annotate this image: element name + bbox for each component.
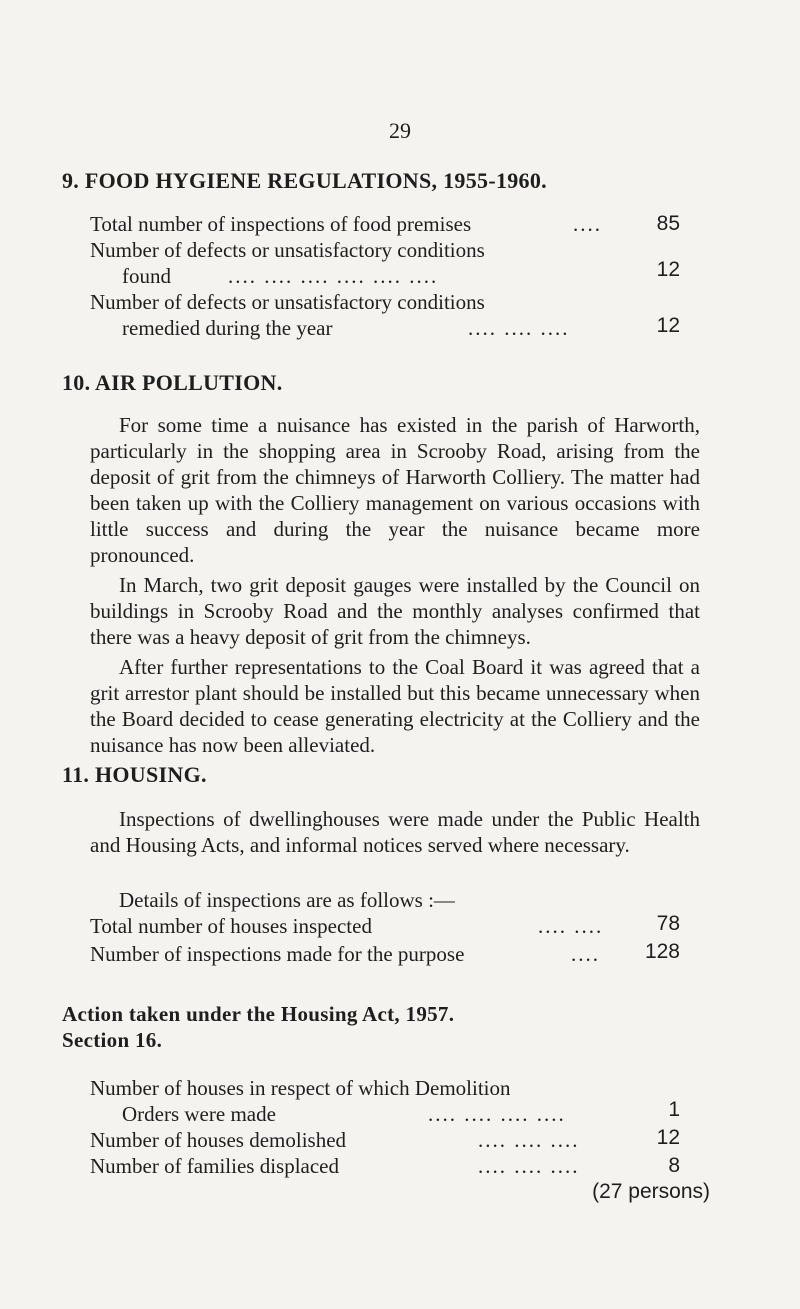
defects-remedied-label-2: remedied during the year [122, 316, 333, 340]
demolition-orders-dots: .... .... .... .... [428, 1102, 566, 1126]
inspections-purpose-value: 128 [644, 940, 680, 963]
defects-remedied-value: 12 [656, 314, 680, 337]
page-number: 29 [389, 118, 411, 143]
houses-inspected-label: Total number of houses inspected [90, 914, 372, 938]
families-displaced-label: Number of families displaced [90, 1154, 340, 1178]
food-inspections-label: Total number of inspections of food premises [90, 212, 472, 236]
air-pollution-paragraph-3: After further representations to the Coal Board it was agreed that a grit arrestor plant should be installed but this became unnecessary when the Board decided to cease generating electricity at the Colliery and the nuisance has now been alleviated. [90, 655, 700, 757]
air-pollution-paragraph-1: For some time a nuisance has existed in the parish of Harworth, particularly in the shopping area in Scrooby Road, arising from the deposit of grit from the chimneys of Harworth Colliery. The matter had been taken up with the Colliery management on various occasions with little success and during the year the nuisance became more pronounced. [90, 413, 700, 567]
section-10-heading: 10. AIR POLLUTION. [62, 370, 283, 395]
section-9-heading: 9. FOOD HYGIENE REGULATIONS, 1955-1960. [62, 168, 547, 193]
houses-demolished-dots: .... .... .... [478, 1128, 580, 1152]
action-section-heading: Section 16. [62, 1028, 163, 1052]
housing-paragraph: Inspections of dwellinghouses were made under the Public Health and Housing Acts, and informal notices served where necessary. [90, 807, 700, 857]
families-displaced-value: 8 [668, 1154, 680, 1177]
houses-inspected-value: 78 [656, 912, 680, 935]
demolition-orders-label-2: Orders were made [122, 1102, 276, 1126]
defects-found-dots: .... .... .... .... .... .... [228, 264, 439, 288]
details-intro: Details of inspections are as follows :— [119, 888, 455, 912]
food-inspections-dots: .... [573, 212, 602, 236]
demolition-orders-value: 1 [668, 1098, 680, 1121]
persons-note: (27 persons) [592, 1180, 710, 1203]
inspections-purpose-dots: .... [571, 942, 600, 966]
houses-demolished-label: Number of houses demolished [90, 1128, 347, 1152]
demolition-orders-label-1: Number of houses in respect of which Demolition [90, 1076, 511, 1100]
section-11-heading: 11. HOUSING. [62, 762, 207, 787]
defects-remedied-dots: .... .... .... [468, 316, 570, 340]
air-pollution-paragraph-2: In March, two grit deposit gauges were installed by the Council on buildings in Scrooby Road and the monthly analyses confirmed that there was a heavy deposit of grit from the chimneys. [90, 573, 700, 649]
families-displaced-dots: .... .... .... [478, 1154, 580, 1178]
action-heading: Action taken under the Housing Act, 1957. [62, 1002, 455, 1026]
food-inspections-value: 85 [656, 212, 680, 235]
defects-found-value: 12 [656, 258, 680, 281]
defects-found-label-2: found [122, 264, 171, 288]
inspections-purpose-label: Number of inspections made for the purpose [90, 942, 465, 966]
defects-found-label-1: Number of defects or unsatisfactory conditions [90, 238, 485, 262]
houses-inspected-dots: .... .... [538, 914, 604, 938]
defects-remedied-label-1: Number of defects or unsatisfactory conditions [90, 290, 485, 314]
houses-demolished-value: 12 [656, 1126, 680, 1149]
